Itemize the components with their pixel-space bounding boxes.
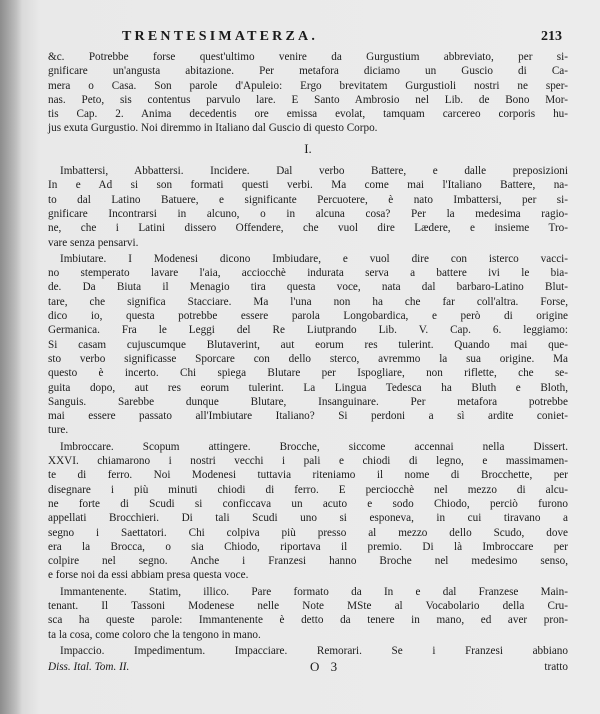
text-line: XXVI. chiamarono i nostri vecchi i pali e chiodi di legno, e massimamen- <box>48 455 568 468</box>
text-line: gnificare un'angusta abitazione. Per metafora diciamo un Guscio di Ca- <box>48 65 568 78</box>
text-line: tare, che significa Stacciare. Ma l'una non ha che far coll'altra. Forse, <box>48 295 568 308</box>
intro-paragraph <box>48 50 568 136</box>
text-line: mai essere passato all'Imbiutare Italiano? Si perdoni a sì ardite coniet- <box>48 410 568 423</box>
text-line: Impaccio. Impedimentum. Impacciare. Remorari. Se i Franzesi abbiano <box>60 644 568 657</box>
page-footer <box>48 660 568 676</box>
text-line: segno i Saettatori. Chi colpiva più presso al mezzo dello Scudo, dove <box>48 526 568 539</box>
text-line: disegnare i più minuti chiodi di ferro. E perciocchè nel mezzo di alcu- <box>48 483 568 496</box>
text-line: mera o Casa. Son parole d'Apuleio: Ergo brevitatem Gurgustioli nostri ne sper- <box>48 79 568 92</box>
text-line: colpire nel segno. Anche i Franzesi hanno Broche nel medesimo senso, <box>48 555 568 568</box>
text-line: no stemperato lavare l'aia, acciocchè indurata serva a battere ivi le bia- <box>48 267 568 280</box>
entry-imbroccare <box>48 440 568 583</box>
text-line: Sanguis. Sarebbe dunque Blutare, Insanguinare. Per metafora potrebbe <box>48 395 568 408</box>
page-gutter-shadow <box>0 0 22 714</box>
entry-immantenente <box>48 585 568 642</box>
text-line: questo è incerto. Chi spiega Blutare per Ispogliare, non riflette, che se- <box>48 367 568 380</box>
text-line: tis Cap. 2. Anima decedentis ore emissa evolat, tamquam carcereo corporis hu- <box>48 108 568 121</box>
text-line: de. Da Biuta il Menagio tira questa voce, nata dal barbaro-Latino Blut- <box>48 281 568 294</box>
text-line: e forse noi da essi abbiam presa questa voce. <box>48 569 249 582</box>
signature-mark: O 3 <box>310 659 342 675</box>
text-line: sca ha queste parole: Immantenente è detto da tenere in mano, ed aver pron- <box>48 614 568 627</box>
text-line: tenant. Il Tassoni Modenese nelle Note MSte al Vocabolario della Cru- <box>48 599 568 612</box>
entry-impaccio <box>48 644 568 658</box>
text-line: ture. <box>48 424 69 437</box>
text-line: to dal Latino Batuere, e significante Percuotere, è nato Imbattersi, per si- <box>48 193 568 206</box>
section-number: I. <box>304 140 312 156</box>
text-line: dico io, questa potrebbe essere parola Longobardica, e però di origine <box>48 310 568 323</box>
text-line: te di ferro. Noi Modenesi tuttavia riteniamo il nome di Brocchette, per <box>48 469 568 482</box>
text-line: Immantenente. Statim, illico. Pare formato da In e dal Franzese Main- <box>60 585 568 598</box>
catchword: tratto <box>544 661 568 674</box>
page-content <box>48 30 568 676</box>
running-title: TRENTESIMATERZA. <box>122 29 319 44</box>
text-line: ta la cosa, come coloro che la tengono in mano. <box>48 628 261 641</box>
text-line: era la Brocca, o sia Chiodo, riportava il premio. Di là Imbroccare per <box>48 540 568 553</box>
text-line: Imbiutare. I Modenesi dicono Imbiudare, e vuol dire con isterco vacci- <box>60 252 568 265</box>
text-line: Imbattersi, Abbattersi. Incidere. Dal verbo Battere, e dalle preposizioni <box>60 165 568 178</box>
text-line: ne forte di Scudi si conficcava un acuto e sodo Chiodo, perciò furono <box>48 497 568 510</box>
text-line: Germanica. Fra le Leggi del Re Liutprando Lib. V. Cap. 6. leggiamo: <box>48 324 568 337</box>
volume-reference: Diss. Ital. Tom. II. <box>48 661 130 674</box>
entry-imbiutare <box>48 252 568 438</box>
text-line: gnificare Incontrarsi in alcuno, o in alcuna cosa? Per la medesima ragio- <box>48 207 568 220</box>
text-line: In e Ad si son formati questi verbi. Ma come mai l'Italiano Battere, na- <box>48 179 568 192</box>
text-line: Imbroccare. Scopum attingere. Brocche, siccome accennai nella Dissert. <box>60 440 568 453</box>
text-line: Si casam cujuscumque Blutaverint, aut eorum res tulerint. Quando mai que- <box>48 338 568 351</box>
text-line: sto verbo significasse Sporcare con dello sterco, avremmo la sua origine. Ma <box>48 352 568 365</box>
entry-imbattersi <box>48 164 568 250</box>
running-header <box>48 30 568 50</box>
text-line: &c. Potrebbe forse quest'ultimo venire da Gurgustium abbreviato, per si- <box>48 51 568 63</box>
text-line: guita dopo, aut res eorum tulerint. La Lingua Tedesca ha Bluth e Bloth, <box>48 381 568 394</box>
text-line: appellati Brocchieri. Di tali Scudi uno si esponeva, in cui tiravano a <box>48 512 568 525</box>
page-number: 213 <box>541 29 562 44</box>
text-line: jus exuta Gurgustio. Noi diremmo in Italiano dal Guscio di questo Corpo. <box>48 122 378 135</box>
text-line: vare senza pensarvi. <box>48 236 139 249</box>
text-line: nas. Peto, sis contentus parvulo lare. E Santo Ambrosio nel Lib. de Bono Mor- <box>48 93 568 106</box>
text-line: ne, che i Latini dissero Offendere, che vuol dire Lædere, e insieme Tro- <box>48 222 568 235</box>
